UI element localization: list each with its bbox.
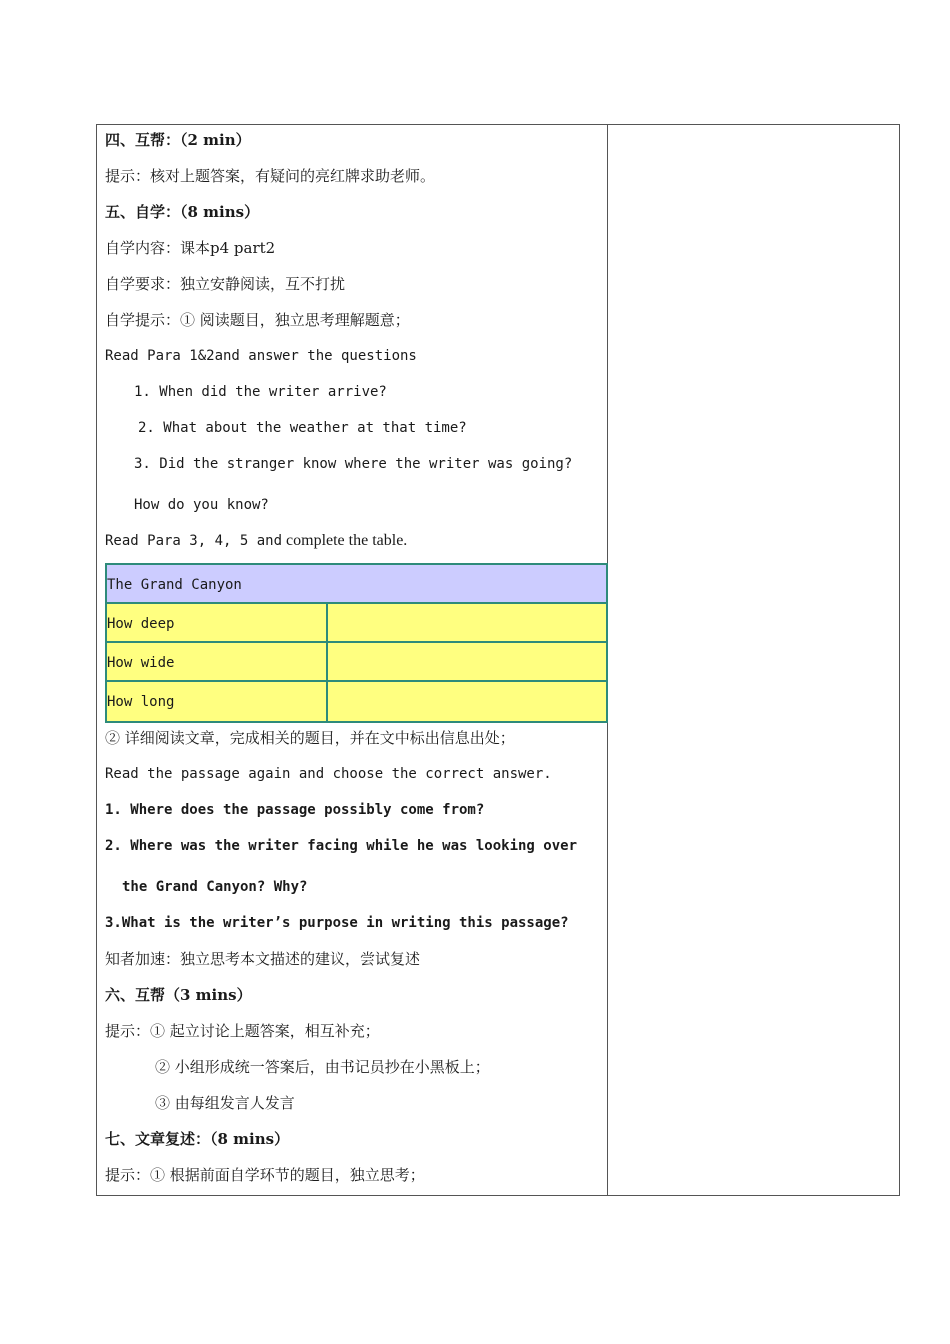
self-study-content: 自学内容：课本p4 part2 [105, 239, 276, 257]
answer-question-3: 3.What is the writer’s purpose in writing this passage? [105, 915, 569, 931]
section-6-tip-1: 提示：① 起立讨论上题答案，相互补充； [105, 1022, 380, 1040]
row-label-deep: How deep [107, 616, 175, 632]
answer-cell-deep[interactable] [328, 604, 606, 641]
question-1: 1. When did the writer arrive? [134, 384, 387, 400]
read-passage-again: Read the passage again and choose the correct answer. [105, 766, 552, 782]
section-6-heading: 六、互帮（3 mins） [105, 986, 252, 1004]
section-7-heading: 七、文章复述：（8 mins） [105, 1130, 290, 1148]
answer-question-1: 1. Where does the passage possibly come from? [105, 802, 485, 818]
worksheet-table [96, 124, 900, 1196]
table-cell-label [107, 604, 328, 641]
section-7-tip: 提示：① 根据前面自学环节的题目，独立思考； [105, 1166, 425, 1184]
section-5-heading: 五、自学：（8 mins） [105, 203, 260, 221]
section-4-tip: 提示：核对上题答案，有疑问的亮红牌求助老师。 [105, 167, 436, 185]
answer-question-2-cont: the Grand Canyon? Why? [122, 879, 308, 895]
question-3: 3. Did the stranger know where the writer was going? [134, 456, 573, 472]
read-para-3-5-part2: complete the table. [282, 532, 408, 549]
answer-question-2: 2. Where was the writer facing while he was looking over [105, 838, 578, 854]
read-para-1-2: Read Para 1&2and answer the questions [105, 348, 417, 364]
question-3-followup: How do you know? [134, 497, 269, 513]
section-6-tip-2: ② 小组形成统一答案后，由书记员抄在小黑板上； [155, 1058, 490, 1076]
row-label-wide: How wide [107, 655, 175, 671]
table-row [107, 643, 606, 682]
table-row [107, 604, 606, 643]
question-2: 2. What about the weather at that time? [138, 420, 467, 436]
table-cell-label [107, 682, 328, 721]
grand-canyon-table [105, 563, 608, 723]
row-label-long: How long [107, 694, 175, 710]
answer-cell-wide[interactable] [328, 643, 606, 680]
table-cell-label [107, 643, 328, 680]
self-study-tip: 自学提示：① 阅读题目，独立思考理解题意； [105, 311, 410, 329]
answer-cell-long[interactable] [328, 682, 606, 721]
section-6-tip-3: ③ 由每组发言人发言 [155, 1094, 295, 1112]
read-para-3-5 [105, 531, 407, 550]
self-study-requirement: 自学要求：独立安静阅读，互不打扰 [105, 275, 346, 293]
table-row [107, 682, 606, 721]
table-header: The Grand Canyon [107, 577, 242, 593]
table-header-row [107, 565, 606, 604]
section-4-heading: 四、互帮：（2 min） [105, 131, 251, 149]
read-para-3-5-part1: Read Para 3, 4, 5 and [105, 533, 283, 549]
advanced-task: 知者加速：独立思考本文描述的建议，尝试复述 [105, 950, 421, 968]
detailed-reading-tip: ② 详细阅读文章，完成相关的题目，并在文中标出信息出处； [105, 729, 515, 747]
